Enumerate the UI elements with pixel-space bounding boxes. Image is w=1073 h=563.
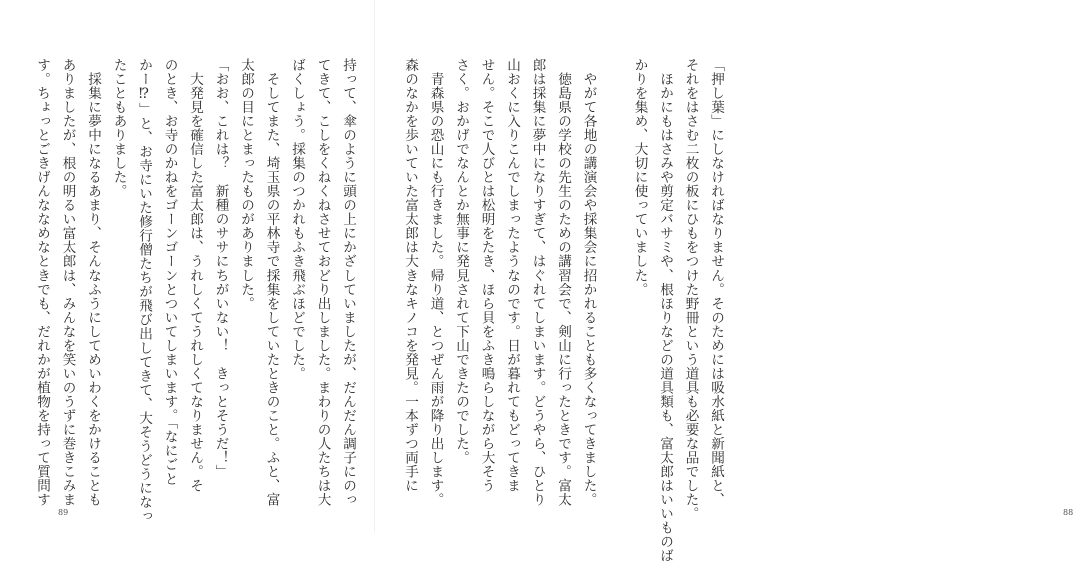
text-line: それをはさむ二枚の板にひもをつけた野冊という道具も必要な品でした。 <box>682 58 699 521</box>
text-line: ばくしょう。採集のつかれもふき飛ぶほどでした。 <box>289 58 305 381</box>
text-line: 徳島県の学校の先生のための講習会で、剣山に行ったときです。富太 <box>555 58 571 507</box>
text-line: ありましたが、根の明るい富太郎は、みんなを笑いのうずに巻きこみま <box>59 58 76 507</box>
right-page <box>375 0 1073 563</box>
text-line: 持って、傘のように頭の上にかざしていましたが、だんだん調子にのっ <box>340 58 356 507</box>
text-line: 採集に夢中になるあまり、そんなふうにしてめいわくをかけることも <box>85 58 101 507</box>
text-line: かりを集め、大切に使っていました。 <box>631 58 648 297</box>
text-line: 大発見を確信した富太郎は、うれしくてうれしくてなりません。そ <box>187 58 203 493</box>
page-number: 88 <box>1063 508 1073 517</box>
left-page <box>0 0 375 532</box>
text-line: 青森県の恐山にも行きました。帰り道、とつぜん雨が降り出します。 <box>427 58 444 507</box>
text-line: 森のなかを歩いていた富太郎は大きなキノコを発見。一本ずつ両手に <box>402 58 418 493</box>
text-line: ほかにもはさみや剪定バサミや、根ほりなどの道具類も、富太郎はいいものば <box>657 58 673 563</box>
blank-line <box>601 58 627 488</box>
text-line: かー⁉」と、お寺にいた修行僧たちが飛び出してきて、大そうどうになっ <box>136 58 152 524</box>
text-line: 山おくに入りこんでしまったようなのです。日が暮れてもどってきま <box>504 58 520 493</box>
text-line: そしてまた、埼玉県の平林寺で採集をしていたときのこと。ふと、富 <box>263 58 280 507</box>
text-line: 太郎の目にとまったものがありました。 <box>238 58 254 311</box>
text-line: てきて、こしをくねくねさせておどり出しました。まわりの人たちは大 <box>314 58 331 507</box>
text-line: さく。おかげでなんとか無事に発見されて下山できたのでした。 <box>453 58 469 465</box>
text-line: す。ちょっとごきげんななめなときでも、だれかが植物を持って質問す <box>34 58 50 507</box>
right-page-text <box>385 58 728 563</box>
text-line: のとき、お寺のかねをゴーンゴーンとついてしまいます。「なにごと <box>161 58 178 486</box>
text-line: 「おお、これは？ 新種のササにちがいない！ きっとそうだ！」 <box>212 58 229 479</box>
text-line: せん。そこで人びとは松明をたき、ほら貝をふき鳴らしながら大そう <box>478 58 495 493</box>
text-line: たこともありました。 <box>110 58 127 199</box>
text-line: やがて各地の講演会や採集会に招かれることも多くなってきました。 <box>580 58 597 507</box>
text-line: 郎は採集に夢中になりすぎて、はぐれてしまいます。どうやら、ひとり <box>529 58 546 507</box>
page-number: 89 <box>58 508 69 517</box>
text-line: 「押し葉」にしなければなりません。そのためには吸水紙と新聞紙と、 <box>708 58 724 507</box>
